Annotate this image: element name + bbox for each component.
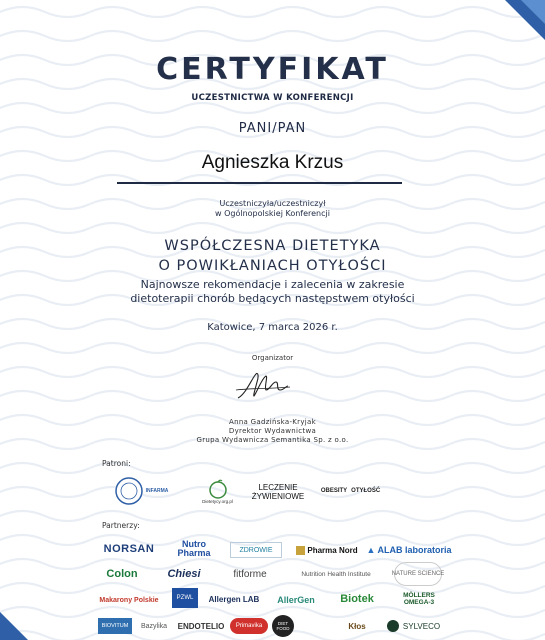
partner-bazylika: Bazylika — [140, 622, 168, 630]
partner-biovitum: BIOVITUM — [98, 618, 132, 634]
corner-decoration-inner — [521, 0, 545, 24]
partner-sylveco — [380, 617, 446, 635]
participation-line-2: w Ogólnopolskiej Konferencji — [215, 209, 330, 218]
signature — [232, 368, 292, 404]
corner-decoration-bottom — [0, 612, 28, 640]
partner-klos: Kłos — [348, 621, 366, 631]
partner-allergen: AllerGen — [277, 595, 315, 605]
sylveco-icon — [386, 619, 400, 633]
organizer-company: Grupa Wydawnicza Semantika Sp. z o.o. — [196, 436, 349, 444]
partner-pharmanord — [292, 542, 362, 558]
partner-pharmanord-text: Pharma Nord — [307, 545, 358, 555]
patron-otylosc-word: OTYŁOŚĆ — [351, 488, 381, 494]
apple-icon — [208, 479, 228, 499]
participation-line-1: Uczestniczyła/uczestniczył — [219, 199, 326, 208]
partner-nutropharma: Nutro Pharma — [177, 539, 211, 558]
partner-alab-text: ALAB laboratoria — [377, 545, 452, 555]
conference-subtitle-line-2: dietoterapii chorób będących następstwem otyłości — [130, 292, 415, 305]
partner-pzwl: PZWL — [172, 588, 198, 608]
patron-leczenie-line-1: LECZENIE — [258, 483, 298, 492]
partner-biotek: Biotek — [340, 593, 374, 605]
patron-logo-leczenie — [248, 478, 308, 506]
alab-icon: ▲ — [366, 545, 376, 555]
partner-makarony: Makarony Polskie — [99, 596, 159, 604]
patron-obesity-word: OBESITY — [320, 488, 348, 494]
certificate-title: CERTYFIKAT — [156, 52, 389, 87]
certificate-subtitle: UCZESTNICTWA W KONFERENCJI — [191, 93, 354, 103]
partner-colon: Colon — [106, 568, 138, 580]
partners-label: Partnerzy: — [102, 521, 140, 530]
participation-text — [0, 199, 545, 219]
conference-title-line-2: O POWIKŁANIACH OTYŁOŚCI — [158, 258, 387, 274]
partner-fitforme: fitforme — [233, 568, 267, 580]
conference-subtitle-line-1: Najnowsze rekomendacje i zalecenia w zakresie — [140, 278, 405, 291]
patron-logo-dietetycy — [195, 474, 240, 508]
pharmanord-icon — [296, 546, 305, 555]
organizer-label: Organizator — [251, 354, 294, 362]
conference-title — [0, 236, 545, 276]
partner-endotelio: ENDOTELIO — [177, 621, 225, 631]
partner-chiesi: Chiesi — [167, 568, 201, 580]
organizer-name: Anna Gadzińska-Kryjak — [229, 418, 316, 426]
participant-name: Agnieszka Krzus — [201, 152, 344, 173]
salutation: PANI/PAN — [238, 121, 307, 136]
partner-dietfood: DIET FOOD — [272, 615, 294, 637]
partner-norsan: NORSAN — [103, 543, 155, 555]
conference-title-line-1: WSPÓŁCZESNA DIETETYKA — [164, 238, 381, 254]
organizer-role: Dyrektor Wydawnictwa — [228, 427, 317, 435]
partner-mollers: MÖLLERS OMEGA-3 — [403, 592, 435, 606]
partner-nutrition-health: Nutrition Health Institute — [301, 570, 371, 578]
partner-primavika: Primavika — [230, 618, 268, 634]
patron-logo-infarma — [100, 474, 182, 508]
patrons-label: Patroni: — [102, 459, 131, 468]
organizer-details — [0, 418, 545, 445]
partner-alab — [366, 542, 452, 558]
partner-allergen-lab: Allergen LAB — [208, 594, 260, 604]
name-underline — [117, 182, 402, 184]
patron-dietetycy-text: Dietetycy.org.pl — [202, 498, 233, 504]
patron-logo-obesity — [318, 478, 383, 504]
partner-nature-science: NATURE SCIENCE — [394, 562, 442, 586]
conference-subtitle — [0, 278, 545, 306]
infarma-seal-icon — [114, 476, 144, 506]
partner-zdrowie: ZDROWIE — [230, 542, 282, 558]
patron-leczenie-line-2: ŻYWIENIOWE — [251, 492, 305, 501]
place-and-date: Katowice, 7 marca 2026 r. — [207, 322, 338, 333]
patron-infarma-text: INFARMA — [145, 488, 169, 494]
partner-sylveco-text: SYLVECO — [402, 621, 441, 631]
